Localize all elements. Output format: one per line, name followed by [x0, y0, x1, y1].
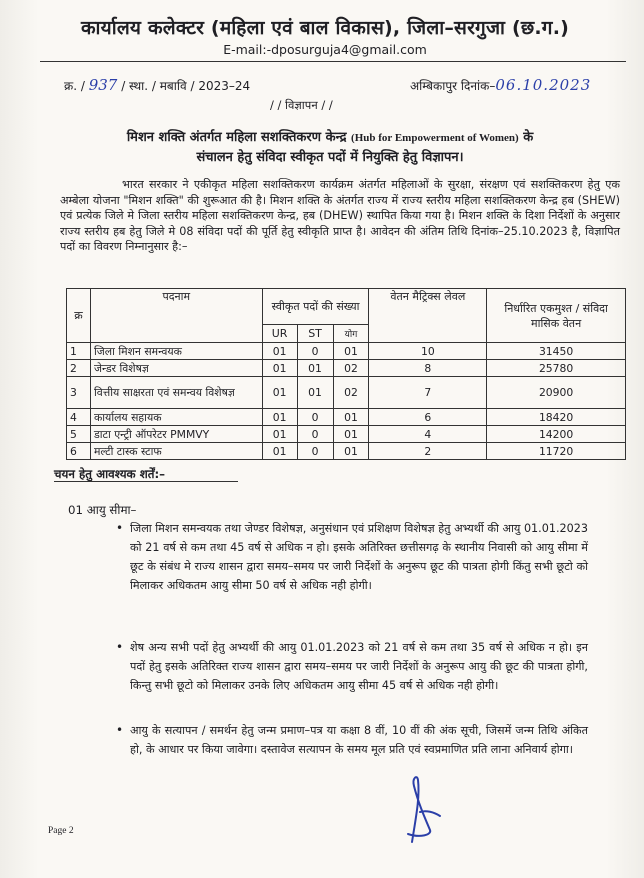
table-row	[67, 409, 626, 426]
row-st: 01	[297, 377, 333, 409]
requirements-heading: चयन हेतु आवश्यक शर्तें:–	[54, 467, 166, 481]
row-post: जेन्डर विशेषज्ञ	[90, 360, 262, 377]
row-total: 01	[333, 343, 369, 360]
row-ur: 01	[262, 443, 297, 460]
header-salary: निर्धारित एकमुश्त / संविदा मासिक वेतन	[487, 289, 626, 343]
row-total: 02	[333, 360, 369, 377]
date-label: अम्बिकापुर दिनांक–	[410, 79, 496, 93]
row-ur: 01	[262, 343, 297, 360]
reference-prefix: क्र. /	[64, 79, 85, 93]
date-handwritten: 06.10.2023	[495, 76, 592, 94]
age-bullet-text: शेष अन्य सभी पदों हेतु अभ्यर्थी की आयु 01.01.2023 को 21 वर्ष से कम तथा 35 वर्ष से अधिक न हो। इन पदों हेतु इसके अतिरिक्त राज्य शासन द्वारा समय–समय पर जारी निर्देशों के अनुरूप आयु की छूट की पात्रता होगी, किन्तु सभी छूटो को मिलाकर उनके लिए अधिकतम आयु सीमा 45 वर्ष से अधिक नही होगी।	[130, 641, 588, 692]
page-number: Page 2	[48, 826, 74, 836]
row-level: 7	[369, 377, 487, 409]
row-total: 01	[333, 409, 369, 426]
table-row	[67, 343, 626, 360]
table-row	[67, 360, 626, 377]
row-sr: 6	[67, 443, 91, 460]
row-post: डाटा एन्ट्री ऑपरेटर PMMVY	[90, 426, 262, 443]
row-post: कार्यालय सहायक	[90, 409, 262, 426]
header-pay-level: वेतन मैट्रिक्स लेवल	[369, 289, 487, 343]
requirements-underline	[54, 481, 238, 482]
reference-number	[64, 76, 250, 94]
row-level: 6	[369, 409, 487, 426]
reference-date	[410, 76, 591, 94]
row-post: वित्तीय साक्षरता एवं समन्वय विशेषज्ञ	[90, 377, 262, 409]
row-st: 0	[297, 409, 333, 426]
subject-line2: संचालन हेतु संविदा स्वीकृत पदों में नियुक्ति हेतु विज्ञापन।	[196, 150, 464, 165]
header-st: ST	[297, 325, 333, 343]
office-email: E-mail:-dposurguja4@gmail.com	[223, 42, 427, 57]
row-salary: 11720	[487, 443, 626, 460]
row-level: 4	[369, 426, 487, 443]
row-salary: 18420	[487, 409, 626, 426]
header-rule	[40, 61, 626, 62]
row-ur: 01	[262, 409, 297, 426]
row-ur: 01	[262, 360, 297, 377]
row-level: 10	[369, 343, 487, 360]
row-sr: 3	[67, 377, 91, 409]
row-post: जिला मिशन समन्वयक	[90, 343, 262, 360]
age-bullet	[116, 519, 588, 595]
header-sanctioned: स्वीकृत पदों की संख्या	[262, 289, 369, 325]
row-salary: 25780	[487, 360, 626, 377]
row-sr: 1	[67, 343, 91, 360]
age-bullet-text: जिला मिशन समन्वयक तथा जेण्डर विशेषज्ञ, अनुसंधान एवं प्रशिक्षण विशेषज्ञ हेतु अभ्यर्थी की आयु 01.01.2023 को 21 वर्ष से कम तथा 45 वर्ष से अधिक न हो। इसके अतिरिक्त छत्तीसगढ़ के स्थानीय निवासी को आयु सीमा में छूट के संबंध मे राज्य शासन द्वारा समय–समय पर जारी निर्देशों के अनुरूप छूट की पात्रता होगी किंतु सभी छूटो को मिलाकर अधिकतम आयु सीमा 50 वर्ष से अधिक नही होगी।	[130, 522, 588, 592]
reference-number-handwritten: 937	[88, 76, 118, 94]
subject-line1-end: के	[523, 130, 534, 145]
row-total: 02	[333, 377, 369, 409]
signature-icon	[390, 772, 450, 847]
age-bullet	[116, 638, 588, 695]
age-bullet	[116, 721, 588, 759]
reference-suffix: / स्था. / मबावि / 2023–24	[121, 79, 251, 93]
subject-line1-english: (Hub for Empowerment of Women)	[351, 132, 519, 144]
subject-line1-hindi: मिशन शक्ति अंतर्गत महिला सशक्तिकरण केन्द्र	[126, 130, 347, 145]
row-st: 0	[297, 443, 333, 460]
row-salary: 14200	[487, 426, 626, 443]
row-post: मल्टी टास्क स्टाफ	[90, 443, 262, 460]
table-row	[67, 443, 626, 460]
row-ur: 01	[262, 426, 297, 443]
bullet-icon: •	[116, 640, 124, 654]
row-level: 8	[369, 360, 487, 377]
row-total: 01	[333, 426, 369, 443]
intro-paragraph: भारत सरकार ने एकीकृत महिला सशक्तिकरण कार्यक्रम अंतर्गत महिलाओं के सुरक्षा, संरक्षण एवं सशक्तिकरण हेतु एक अम्बेला योजना "मिशन शक्ति" की शुरूआत की है। मिशन शक्ति के अंतर्गत राज्य में राज्य स्तरीय महिला सशक्तिकरण केन्द्र हब (SHEW) एवं प्रत्येक जिले मे जिला स्तरीय महिला सशक्तिकरण केन्द्र, हब (DHEW) स्थापित किया गया है। मिशन शक्ति के दिशा निर्देशों के अनुसार राज्य स्तरीय हब हेतु जिले मे 08 संविदा पदों की पूर्ति हेतु स्वीकृति प्राप्त है। आवेदन की अंतिम तिथि दिनांक–25.10.2023 है, विज्ञापित पदों का विवरण निम्नानुसार है:–	[60, 178, 620, 253]
row-st: 0	[297, 343, 333, 360]
subject-heading	[60, 128, 600, 167]
header-sr: क्र	[67, 289, 91, 343]
row-salary: 20900	[487, 377, 626, 409]
header-post: पदनाम	[90, 289, 262, 343]
table-row	[67, 426, 626, 443]
notice-label: / / विज्ञापन / /	[270, 98, 333, 112]
row-sr: 5	[67, 426, 91, 443]
posts-table	[66, 288, 626, 460]
row-salary: 31450	[487, 343, 626, 360]
table-row	[67, 377, 626, 409]
age-limit-heading: 01 आयु सीमा–	[68, 503, 137, 517]
row-total: 01	[333, 443, 369, 460]
row-st: 0	[297, 426, 333, 443]
bullet-icon: •	[116, 723, 124, 737]
row-sr: 2	[67, 360, 91, 377]
age-bullet-text: आयु के सत्यापन / समर्थन हेतु जन्म प्रमाण–पत्र या कक्षा 8 वीं, 10 वीं की अंक सूची, जिसमें जन्म तिथि अंकित हो, के आधार पर किया जावेगा। दस्तावेज सत्यापन के समय मूल प्रति एवं स्वप्रमाणित प्रति लाना अनिवार्य होगा।	[130, 724, 588, 756]
row-sr: 4	[67, 409, 91, 426]
row-st: 01	[297, 360, 333, 377]
office-title: कार्यालय कलेक्टर (महिला एवं बाल विकास), जिला–सरगुजा (छ.ग.)	[80, 17, 570, 39]
header-ur: UR	[262, 325, 297, 343]
bullet-icon: •	[116, 521, 124, 535]
row-ur: 01	[262, 377, 297, 409]
header-total: योग	[333, 325, 369, 343]
row-level: 2	[369, 443, 487, 460]
